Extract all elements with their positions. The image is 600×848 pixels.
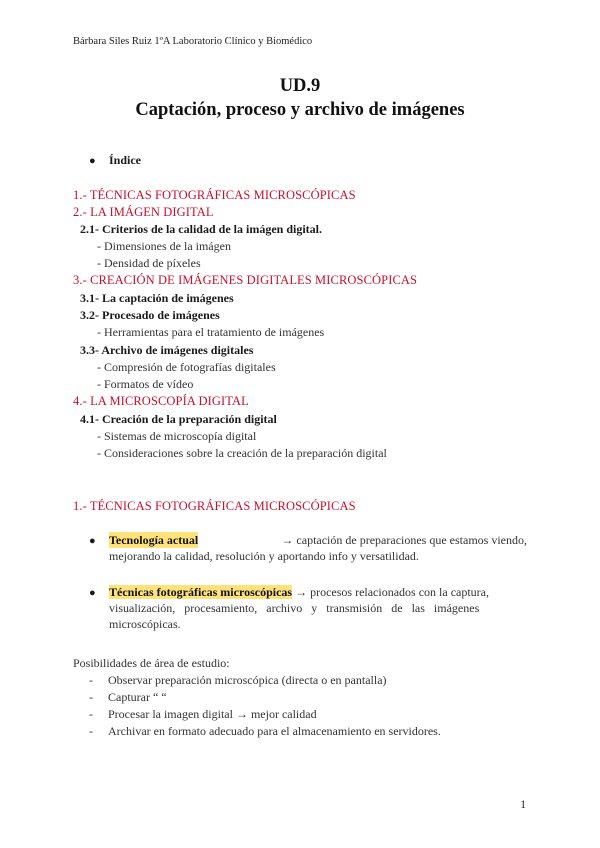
bullet-icon: ● xyxy=(89,155,96,167)
bullet-2-line-1: → procesos relacionados con la captura, xyxy=(295,585,489,599)
toc-subsection-4-1: 4.1- Creación de la preparación digital xyxy=(80,412,277,426)
highlighted-term-tecnicas: Técnicas fotográficas microscópicas xyxy=(109,585,293,599)
bullet-1 xyxy=(89,532,96,549)
index-label: Índice xyxy=(109,153,142,167)
page-number: 1 xyxy=(520,799,526,811)
toc-section-2: 2.- LA IMÁGEN DIGITAL xyxy=(73,205,214,219)
section-1-heading: 1.- TÉCNICAS FOTOGRÁFICAS MICROSCÓPICAS xyxy=(73,499,356,513)
highlighted-term-tecnologia: Tecnología actual xyxy=(109,533,199,547)
dash-icon: - xyxy=(89,707,93,721)
index-bullet xyxy=(89,152,96,169)
toc-subsection-3-2: 3.2- Procesado de imágenes xyxy=(80,308,220,322)
bullet-2-line-2-wrap xyxy=(109,600,527,616)
toc-item-3-3-b: - Formatos de vídeo xyxy=(97,377,194,391)
bullet-icon: ● xyxy=(89,587,96,599)
toc-section-3: 3.- CREACIÓN DE IMÁGENES DIGITALES MICROSCÓPICAS xyxy=(73,273,418,287)
dash-icon: - xyxy=(89,690,93,704)
bullet-2-line-2: visualización, procesamiento, archivo y transmisión de las imágenes xyxy=(109,601,480,615)
dash-icon: - xyxy=(89,673,93,687)
bullet-2 xyxy=(89,584,96,601)
bullet-2-line-3: microscópicas. xyxy=(109,617,181,631)
toc-item-4-1-b: - Consideraciones sobre la creación de la preparación digital xyxy=(97,446,387,460)
study-area-intro: Posibilidades de área de estudio: xyxy=(73,656,230,670)
toc-subsection-2-1: 2.1- Criterios de la calidad de la imágen digital. xyxy=(80,222,322,236)
toc-item-2-1-b: - Densidad de píxeles xyxy=(97,256,201,270)
bullet-icon: ● xyxy=(89,535,96,547)
toc-section-1: 1.- TÉCNICAS FOTOGRÁFICAS MICROSCÓPICAS xyxy=(73,188,356,202)
page-header: Bárbara Siles Ruiz 1ºA Laboratorio Clínico y Biomédico xyxy=(73,36,313,47)
list-item: Observar preparación microscópica (directa o en pantalla) xyxy=(108,673,387,687)
unit-title: UD.9 xyxy=(279,76,321,96)
toc-item-4-1-a: - Sistemas de microscopía digital xyxy=(97,429,257,443)
toc-section-4: 4.- LA MICROSCOPÍA DIGITAL xyxy=(73,394,249,408)
toc-subsection-3-3: 3.3- Archivo de imágenes digitales xyxy=(80,343,254,357)
list-item: Archivar en formato adecuado para el almacenamiento en servidores. xyxy=(108,724,441,738)
dash-icon: - xyxy=(89,724,93,738)
bullet-1-line-2: mejorando la calidad, resolución y aportando info y versatilidad. xyxy=(109,549,419,563)
list-item: Capturar “ “ xyxy=(108,690,167,704)
toc-item-2-1-a: - Dimensiones de la imágen xyxy=(97,239,231,253)
document-title: Captación, proceso y archivo de imágenes xyxy=(135,100,465,120)
bullet-1-text xyxy=(109,532,527,564)
toc-item-3-2-a: - Herramientas para el tratamiento de imágenes xyxy=(97,325,325,339)
bullet-1-line-1: → captación de preparaciones que estamos viendo, xyxy=(281,533,527,547)
toc-subsection-3-1: 3.1- La captación de imágenes xyxy=(80,291,234,305)
toc-item-3-3-a: - Compresión de fotografías digitales xyxy=(97,360,276,374)
bullet-2-text xyxy=(109,584,527,632)
list-item: Procesar la imagen digital → mejor calidad xyxy=(108,707,317,721)
